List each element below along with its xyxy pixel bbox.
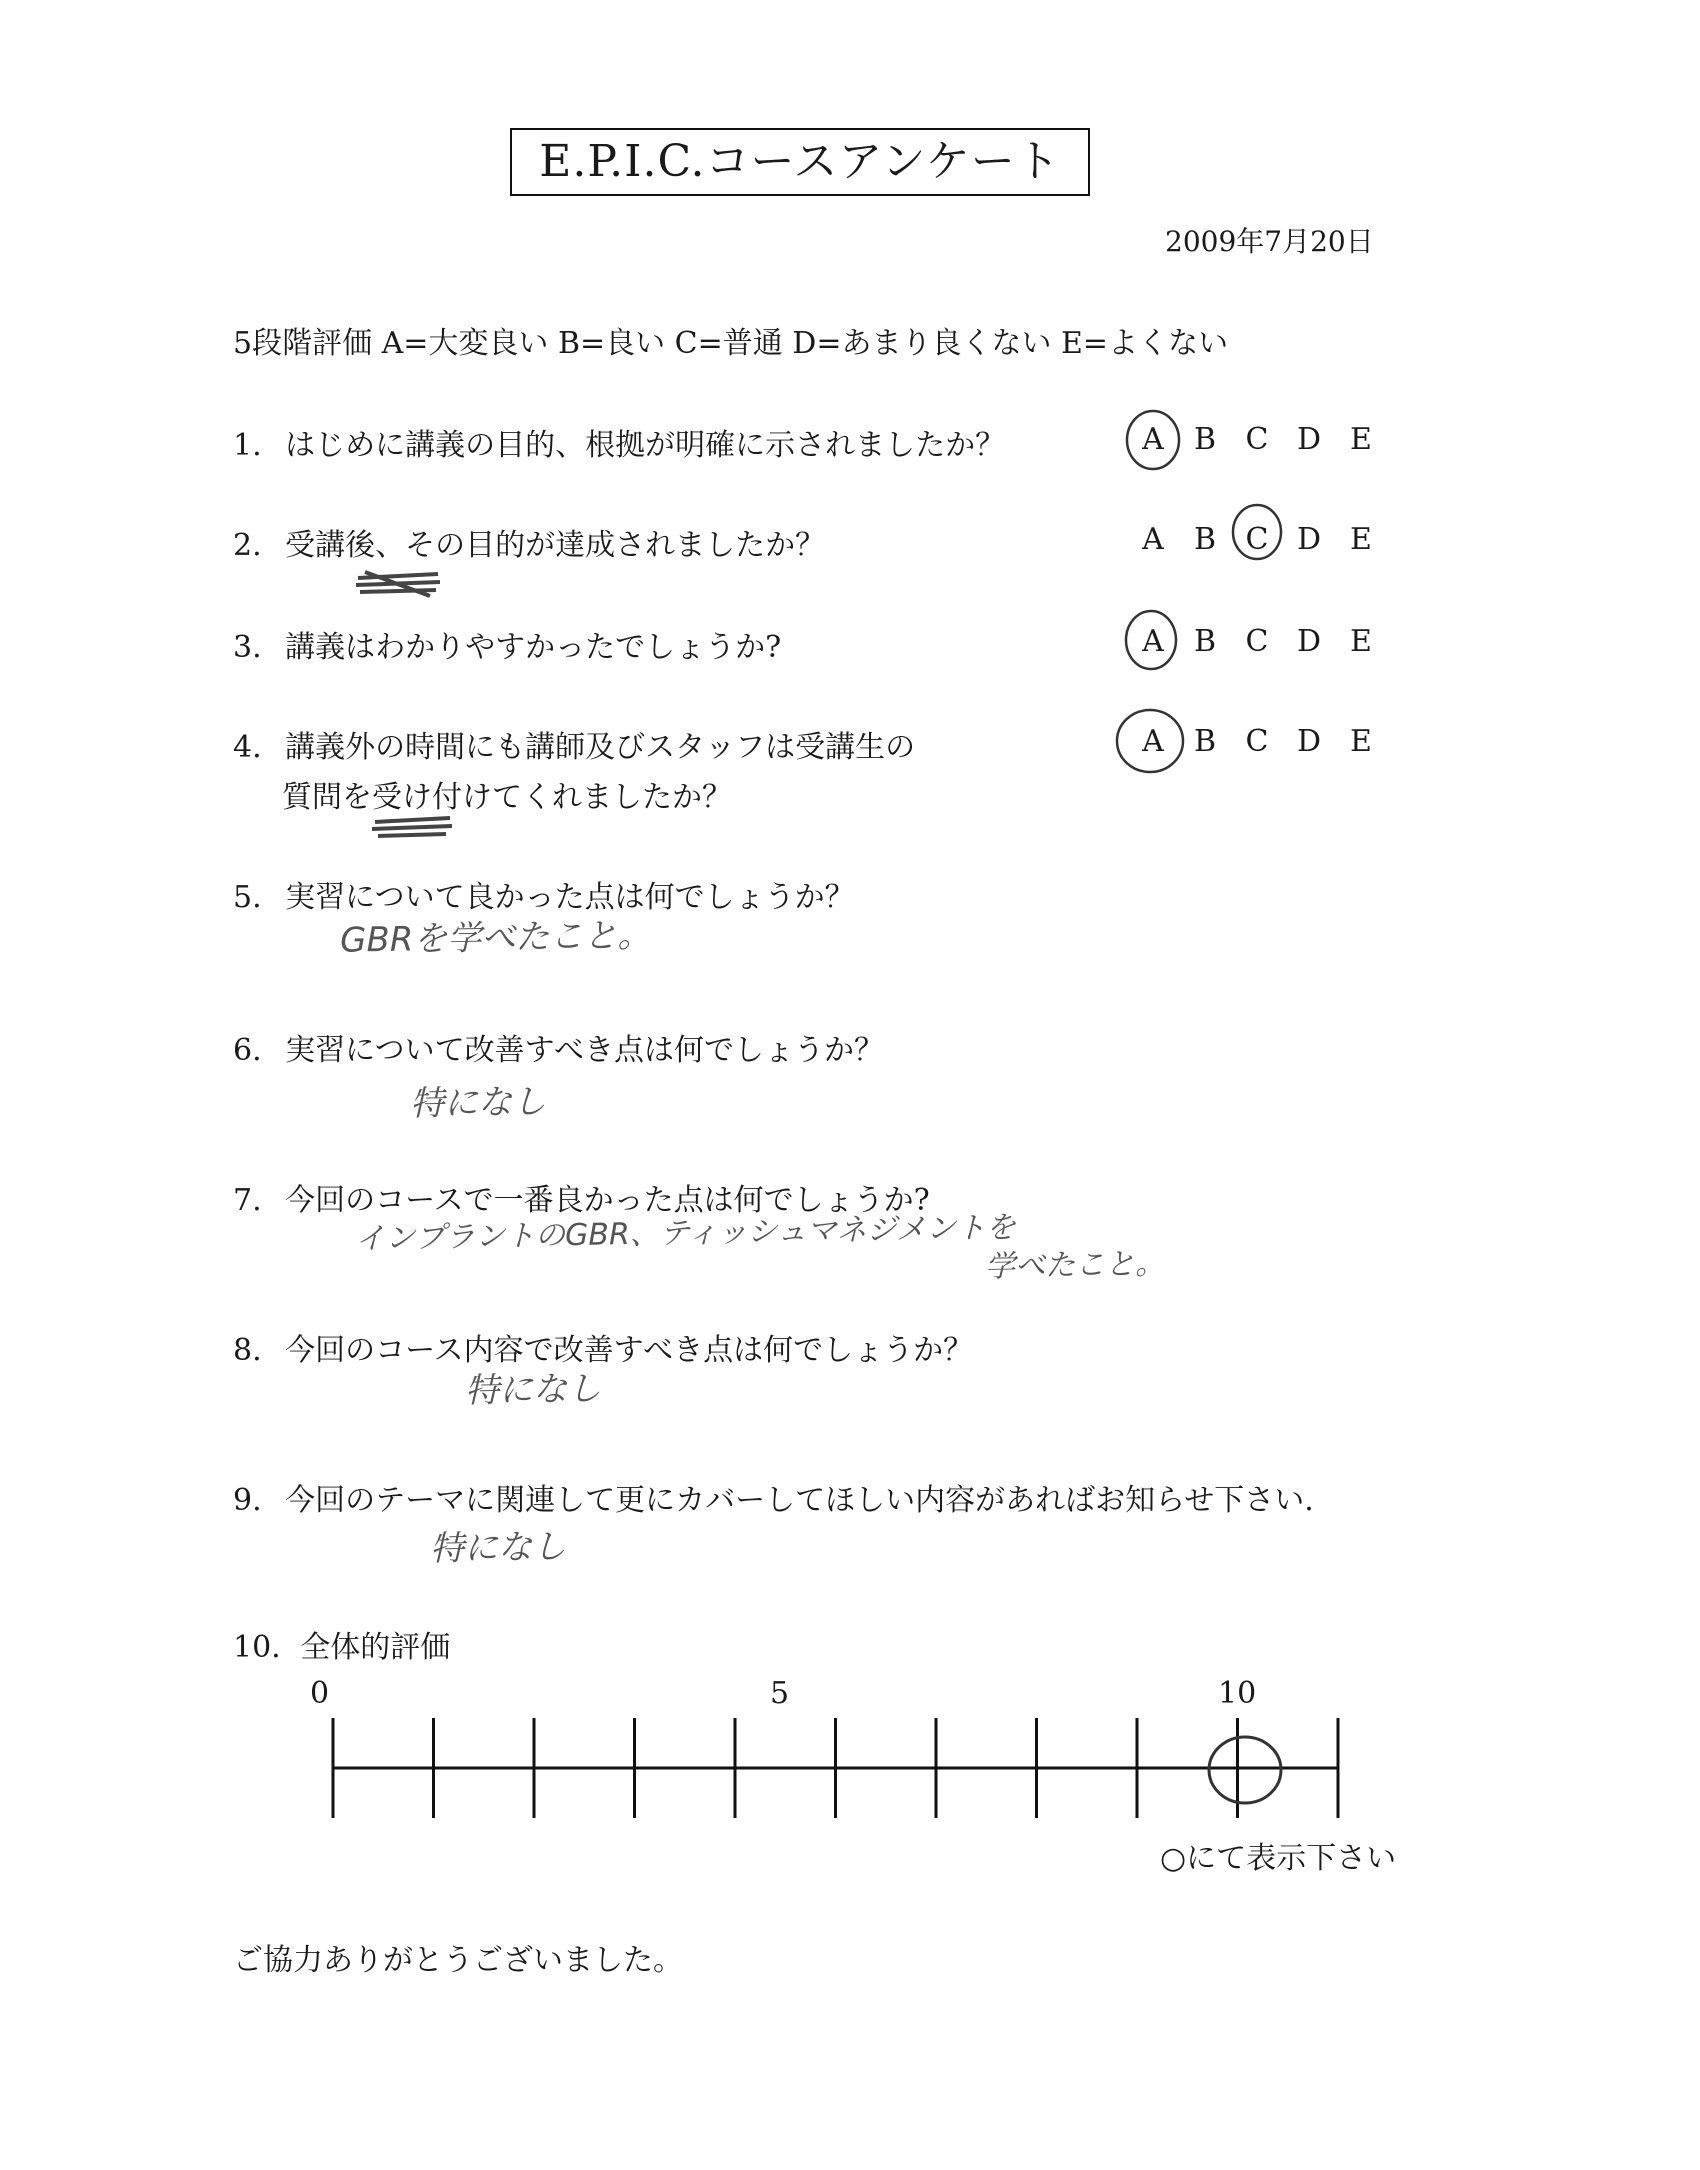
question-number: 2.	[233, 528, 262, 563]
option-d: D	[1296, 724, 1322, 759]
option-a: A	[1142, 724, 1164, 759]
scale-tick-label-10: 10	[1218, 1676, 1257, 1711]
scribble-mark-2	[372, 818, 452, 836]
answer-5-handwritten: GBRを学べたこと。	[339, 915, 652, 961]
question-text: 実習について改善すべき点は何でしょうか？	[285, 1033, 884, 1068]
question-4-continued: 質問を受け付けてくれましたか？	[282, 780, 732, 815]
survey-date: 2009年7月20日	[1165, 225, 1374, 258]
question-text: はじめに講義の目的、根拠が明確に示されましたか？	[285, 428, 1006, 463]
question-number: 1.	[233, 428, 262, 463]
thank-you-message: ご協力ありがとうございました。	[233, 1943, 683, 1978]
answer-6-handwritten: 特になし	[409, 1081, 547, 1125]
answer-circle-q1	[1127, 411, 1179, 469]
question-number: 5.	[233, 880, 262, 915]
scale-instruction: ○にて表示下さい	[1160, 1841, 1397, 1876]
question-text: 今回のコース内容で改善すべき点は何でしょうか？	[285, 1333, 974, 1368]
option-c: C	[1245, 522, 1269, 557]
question-number: 7.	[233, 1183, 262, 1218]
scale-tick-label-0: 0	[310, 1676, 330, 1711]
scale-tick-label-5: 5	[770, 1676, 790, 1711]
answer-7-handwritten-continued: 学べたこと。	[984, 1246, 1166, 1285]
option-b: B	[1193, 422, 1217, 457]
question-number: 3.	[233, 630, 262, 665]
option-e: E	[1350, 724, 1372, 759]
question-text: 講義外の時間にも講師及びスタッフは受講生の	[285, 730, 916, 765]
answer-circle-q2	[1233, 505, 1281, 559]
rating-scale-legend: 5段階評価 A=大変良い B=良い C=普通 D=あまり良くない E=よくない	[233, 326, 1229, 361]
option-d: D	[1296, 624, 1322, 659]
question-number: 10.	[233, 1630, 281, 1665]
option-c: C	[1245, 422, 1269, 457]
question-text: 今回のテーマに関連して更にカバーしてほしい内容があればお知らせ下さい.	[285, 1483, 1314, 1518]
answer-9-handwritten: 特になし	[429, 1526, 567, 1570]
question-text: 実習について良かった点は何でしょうか？	[285, 880, 855, 915]
option-b: B	[1193, 724, 1217, 759]
answer-7-handwritten: インプラントのGBR、ティッシュマネジメントを	[354, 1210, 1017, 1257]
scribble-mark-1	[356, 572, 440, 596]
option-a: A	[1142, 624, 1164, 659]
question-text: 今回のコースで一番良かった点は何でしょうか?	[285, 1183, 930, 1218]
question-text: 講義はわかりやすかったでしょうか?	[285, 630, 782, 665]
question-number: 9.	[233, 1483, 262, 1518]
option-d: D	[1296, 522, 1322, 557]
option-b: B	[1193, 624, 1217, 659]
option-c: C	[1245, 624, 1269, 659]
question-number: 4.	[233, 730, 262, 765]
option-a: A	[1142, 422, 1164, 457]
answer-8-handwritten: 特になし	[464, 1368, 602, 1412]
question-text: 全体的評価	[300, 1630, 451, 1665]
question-text: 受講後、その目的が達成されましたか？	[285, 528, 826, 563]
rating-scale-circle-mark	[1209, 1737, 1281, 1803]
overall-rating-scale	[333, 1718, 1338, 1818]
survey-title: E.P.I.C.コースアンケート	[510, 128, 1090, 196]
option-c: C	[1245, 724, 1269, 759]
question-number: 6.	[233, 1033, 262, 1068]
answer-circle-q4	[1117, 710, 1183, 772]
answer-circle-q3	[1126, 611, 1176, 669]
option-d: D	[1296, 422, 1322, 457]
option-e: E	[1350, 522, 1372, 557]
option-e: E	[1350, 624, 1372, 659]
question-number: 8.	[233, 1333, 262, 1368]
option-a: A	[1142, 522, 1164, 557]
option-b: B	[1193, 522, 1217, 557]
option-e: E	[1350, 422, 1372, 457]
